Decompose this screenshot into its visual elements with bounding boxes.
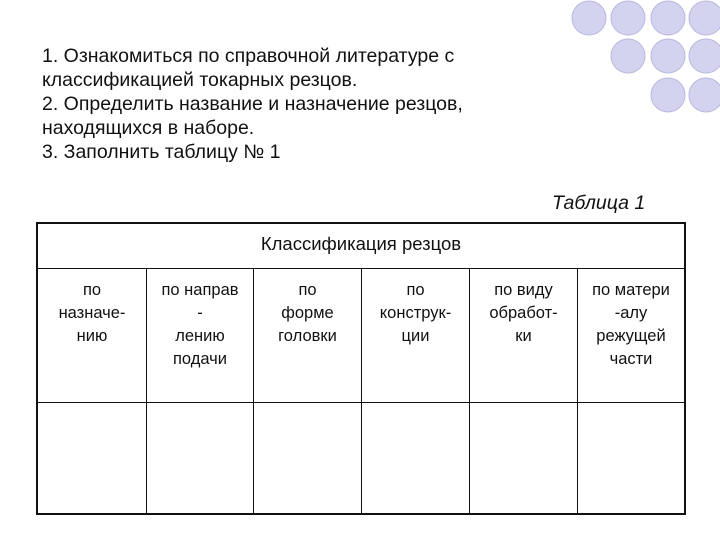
column-header: [38, 269, 146, 403]
column-header: [470, 269, 577, 403]
column-header: [362, 269, 469, 403]
empty-cell[interactable]: [362, 403, 469, 513]
decorative-circle: [689, 39, 720, 73]
column-head-shape: [254, 269, 362, 513]
empty-cell[interactable]: [147, 403, 253, 513]
decorative-circle: [651, 78, 685, 112]
header-line: конструк-: [379, 304, 452, 322]
column-header: [254, 269, 361, 403]
decorative-circle: [689, 78, 720, 112]
column-cutting-material: [578, 269, 684, 513]
header-line: по: [298, 281, 317, 299]
empty-cell[interactable]: [470, 403, 577, 513]
table-caption: Таблица 1: [552, 192, 646, 214]
header-line: головки: [278, 327, 337, 345]
empty-cell[interactable]: [38, 403, 146, 513]
decorative-circle: [611, 39, 645, 73]
header-line: назначе-: [58, 304, 126, 322]
table-columns: [38, 269, 684, 513]
decorative-circle: [651, 39, 685, 73]
header-line: подачи: [172, 350, 227, 368]
empty-cell[interactable]: [254, 403, 361, 513]
instruction-line: 2. Определить название и назначение резцов,: [42, 93, 463, 115]
classification-table: [36, 222, 686, 515]
header-line: по матери: [592, 281, 670, 299]
header-line: части: [609, 350, 653, 368]
column-processing-type: [470, 269, 578, 513]
decorative-circle: [572, 1, 606, 35]
decorative-circle: [651, 1, 685, 35]
table-title: Классификация резцов: [38, 224, 684, 269]
header-line: форме: [281, 304, 334, 322]
column-header: [147, 269, 253, 403]
instruction-line: находящихся в наборе.: [42, 117, 255, 139]
column-feed-direction: [147, 269, 254, 513]
header-line: по направ: [161, 281, 239, 299]
column-header: [578, 269, 684, 403]
column-purpose: [38, 269, 147, 513]
instruction-line: классификацией токарных резцов.: [42, 69, 358, 91]
instruction-line: 3. Заполнить таблицу № 1: [42, 141, 281, 163]
header-line: по виду: [494, 281, 553, 299]
decorative-circle: [689, 1, 720, 35]
instructions-text: [42, 44, 602, 164]
header-line: обработ-: [489, 304, 558, 322]
header-line: нию: [76, 327, 108, 345]
header-line: -алу: [614, 304, 648, 322]
header-line: режущей: [596, 327, 666, 345]
header-line: по: [82, 281, 102, 299]
decorative-circle: [611, 1, 645, 35]
instruction-line: 1. Ознакомиться по справочной литературе с: [42, 45, 455, 67]
header-line: по: [406, 281, 425, 299]
header-line: -: [197, 304, 203, 322]
column-design: [362, 269, 470, 513]
header-line: ции: [401, 327, 430, 345]
header-line: лению: [175, 327, 225, 345]
empty-cell[interactable]: [578, 403, 684, 513]
header-line: ки: [515, 327, 532, 345]
